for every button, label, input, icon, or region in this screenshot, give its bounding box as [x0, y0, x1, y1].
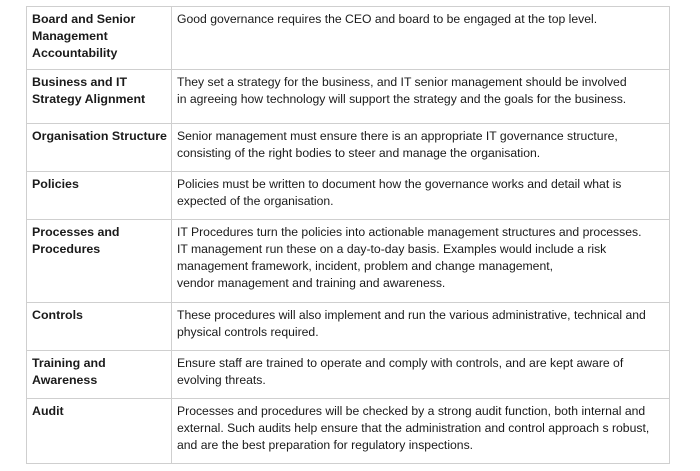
table-row: [27, 70, 670, 124]
row-label: Policies: [27, 172, 172, 220]
table-row: [27, 7, 670, 70]
row-label: Business and IT Strategy Alignment: [27, 70, 172, 124]
governance-table-container: [26, 6, 670, 464]
row-label: Board and Senior Management Accountability: [27, 7, 172, 70]
table-row: [27, 172, 670, 220]
row-description: Ensure staff are trained to operate and comply with controls, and are kept aware of evolving threats.: [172, 351, 670, 399]
row-description: Senior management must ensure there is an appropriate IT governance structure, consisting of the right bodies to steer and manage the organisation.: [172, 124, 670, 172]
governance-table: [26, 6, 670, 464]
row-label: Audit: [27, 399, 172, 464]
row-label: Processes and Procedures: [27, 220, 172, 303]
row-description: These procedures will also implement and run the various administrative, technical and physical controls required.: [172, 303, 670, 351]
row-description: Policies must be written to document how the governance works and detail what is expected of the organisation.: [172, 172, 670, 220]
row-label: Organisation Structure: [27, 124, 172, 172]
table-row: [27, 303, 670, 351]
table-row: [27, 399, 670, 464]
row-description: IT Procedures turn the policies into actionable management structures and processes. IT management run these on a day-to-day basis. Examples would include a risk management framework, incident, problem and change management, vendor management and training and awareness.: [172, 220, 670, 303]
table-row: [27, 220, 670, 303]
table-row: [27, 351, 670, 399]
table-row: [27, 124, 670, 172]
row-description: They set a strategy for the business, and IT senior management should be involved in agreeing how technology will support the strategy and the goals for the business.: [172, 70, 670, 124]
row-label: Controls: [27, 303, 172, 351]
row-description: Processes and procedures will be checked by a strong audit function, both internal and external. Such audits help ensure that the administration and control approach s robust, and are the best preparation for regulatory inspections.: [172, 399, 670, 464]
row-description: Good governance requires the CEO and board to be engaged at the top level.: [172, 7, 670, 70]
row-label: Training and Awareness: [27, 351, 172, 399]
